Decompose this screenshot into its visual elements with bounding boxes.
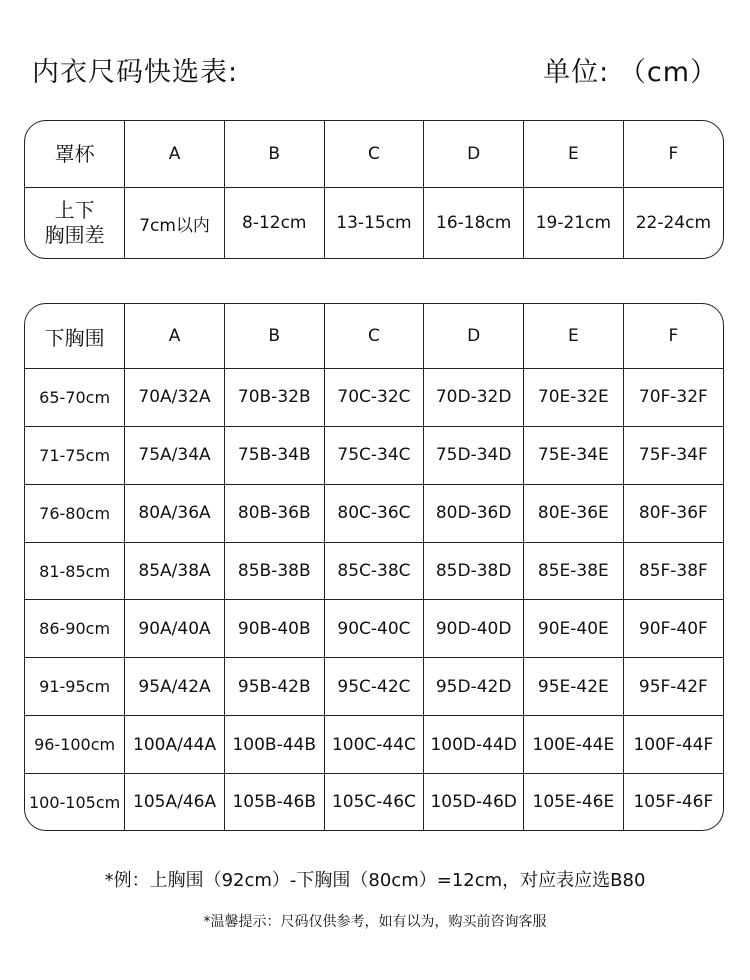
cup-diff-row [25,188,723,259]
underbust-range: 86-90cm [25,600,125,658]
size-cell: 105E-46E [524,774,624,830]
size-cell: 100D-44D [424,716,524,774]
size-cell: 95A/42A [125,658,225,716]
underbust-range: 96-100cm [25,716,125,774]
cup-column-header: C [324,121,424,188]
size-cell: 100C-44C [324,716,424,774]
underbust-range: 91-95cm [25,658,125,716]
size-row [25,600,723,658]
size-cell: 100E-44E [524,716,624,774]
size-cell: 90A/40A [125,600,225,658]
size-cell: 105B-46B [224,774,324,830]
diff-cell: 19-21cm [524,188,624,259]
cup-column-header: E [524,121,624,188]
underbust-range: 100-105cm [25,774,125,830]
size-cell: 105A/46A [125,774,225,830]
size-cell: 85E-38E [524,542,624,600]
diff-cell: 7cm以内 [125,188,225,259]
size-column-header: F [623,304,723,369]
size-cell: 100F-44F [623,716,723,774]
size-cell: 90F-40F [623,600,723,658]
size-cell: 70A/32A [125,369,225,427]
cup-header-label: 罩杯 [25,121,125,188]
size-header-row [25,304,723,369]
size-cell: 85B-38B [224,542,324,600]
diff-cell: 22-24cm [623,188,723,259]
underbust-range: 76-80cm [25,484,125,542]
size-cell: 90B-40B [224,600,324,658]
page-title: 内衣尺码快选表: [32,57,239,88]
size-column-header: E [524,304,624,369]
underbust-header-label: 下胸围 [25,304,125,369]
tip-note: *温馨提示：尺码仅供参考，如有以为，购买前咨询客服 [203,914,547,930]
size-row [25,716,723,774]
header [32,50,718,94]
size-cell: 80D-36D [424,484,524,542]
size-cell: 75E-34E [524,426,624,484]
diff-label-line: 上下 [54,198,95,222]
size-cell: 70D-32D [424,369,524,427]
size-lookup-table [24,303,724,831]
size-cell: 75F-34F [623,426,723,484]
size-row [25,542,723,600]
size-cell: 70B-32B [224,369,324,427]
underbust-range: 71-75cm [25,426,125,484]
cup-header-row [25,121,723,188]
diff-cell: 8-12cm [224,188,324,259]
size-cell: 90E-40E [524,600,624,658]
diff-cell: 16-18cm [424,188,524,259]
size-cell: 90D-40D [424,600,524,658]
size-cell: 75D-34D [424,426,524,484]
size-cell: 75C-34C [324,426,424,484]
size-column-header: B [224,304,324,369]
size-column-header: A [125,304,225,369]
size-cell: 75B-34B [224,426,324,484]
diff-label-line: 胸围差 [44,223,105,247]
diff-row-label [25,188,125,259]
size-cell: 95F-42F [623,658,723,716]
size-cell: 105D-46D [424,774,524,830]
size-cell: 80F-36F [623,484,723,542]
size-cell: 100A/44A [125,716,225,774]
unit-label: 单位: （cm） [543,57,718,88]
size-cell: 70C-32C [324,369,424,427]
size-cell: 95D-42D [424,658,524,716]
underbust-range: 81-85cm [25,542,125,600]
cup-column-header: B [224,121,324,188]
example-text: *例：上胸围（92cm）-下胸围（80cm）=12cm，对应表应选B80 [104,870,646,891]
size-cell: 80A/36A [125,484,225,542]
size-cell: 95B-42B [224,658,324,716]
cup-column-header: A [125,121,225,188]
size-cell: 85F-38F [623,542,723,600]
size-cell: 80E-36E [524,484,624,542]
size-cell: 95E-42E [524,658,624,716]
size-cell: 105F-46F [623,774,723,830]
size-row [25,774,723,830]
size-cell: 95C-42C [324,658,424,716]
size-cell: 90C-40C [324,600,424,658]
size-cell: 80C-36C [324,484,424,542]
size-cell: 85D-38D [424,542,524,600]
cup-column-header: D [424,121,524,188]
size-row [25,484,723,542]
size-cell: 85A/38A [125,542,225,600]
size-row [25,658,723,716]
cup-column-header: F [623,121,723,188]
cup-difference-table [24,120,724,259]
underbust-range: 65-70cm [25,369,125,427]
size-cell: 105C-46C [324,774,424,830]
size-cell: 85C-38C [324,542,424,600]
size-column-header: D [424,304,524,369]
size-cell: 75A/34A [125,426,225,484]
size-row [25,426,723,484]
size-cell: 80B-36B [224,484,324,542]
size-column-header: C [324,304,424,369]
size-cell: 70E-32E [524,369,624,427]
size-cell: 100B-44B [224,716,324,774]
size-cell: 70F-32F [623,369,723,427]
diff-cell: 13-15cm [324,188,424,259]
size-row [25,369,723,427]
